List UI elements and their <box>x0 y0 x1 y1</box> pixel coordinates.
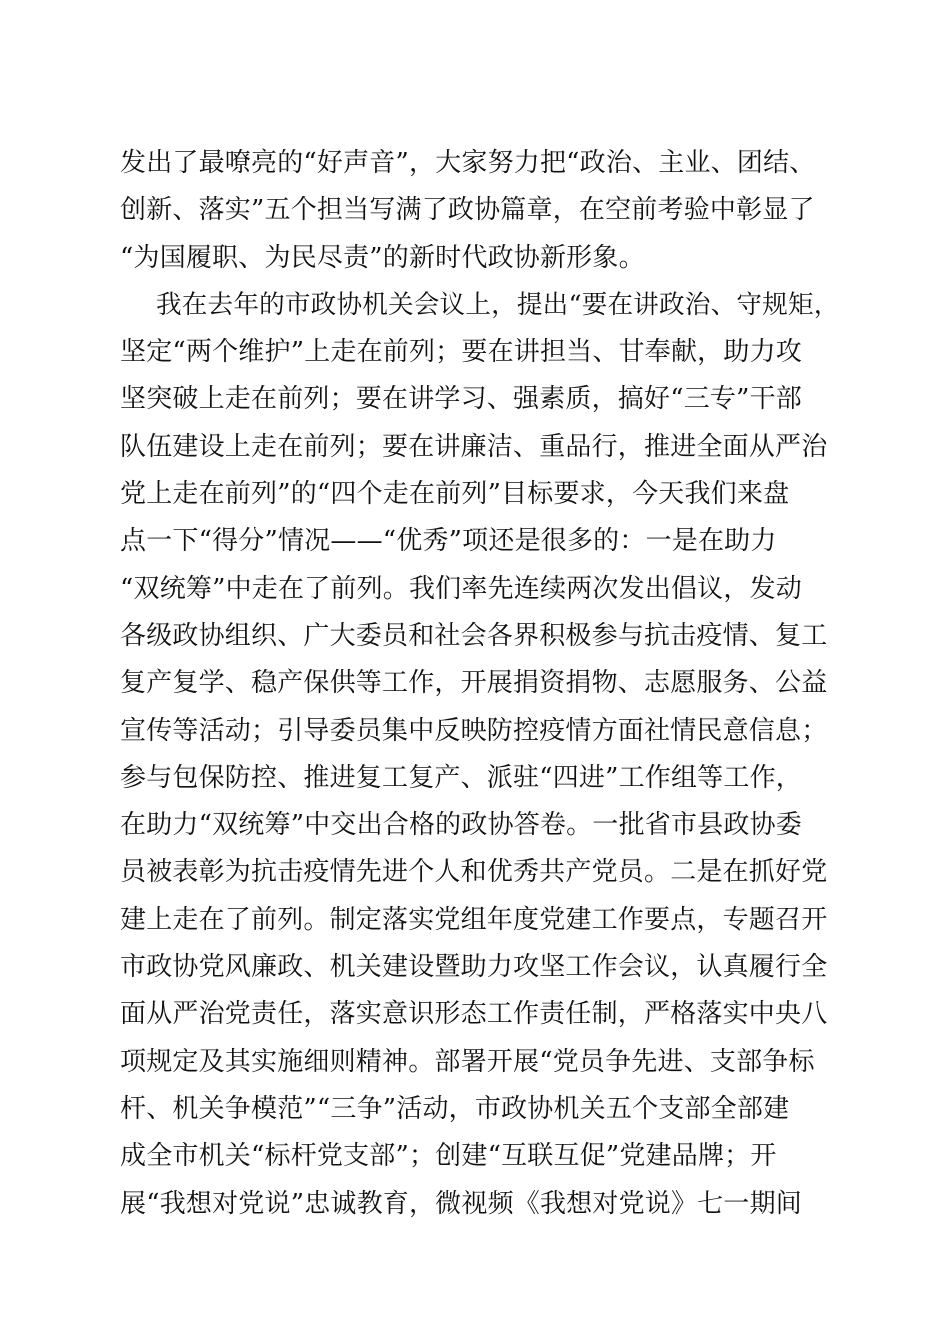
text-line: 各级政协组织、广大委员和社会各界积极参与抗击疫情、复工 <box>120 620 828 651</box>
text-line: 面从严治党责任，落实意识形态工作责任制，严格落实中央八 <box>120 999 828 1030</box>
text-line: 宣传等活动；引导委员集中反映防控疫情方面社情民意信息； <box>120 715 828 746</box>
text-line: 参与包保防控、推进复工复产、派驻“四进”工作组等工作， <box>120 762 802 793</box>
text-line: 展“我想对党说”忠诚教育，微视频《我想对党说》七一期间 <box>120 1188 802 1219</box>
text-line: 坚定“两个维护”上走在前列；要在讲担当、甘奉献，助力攻 <box>120 337 802 368</box>
paragraph-start-line: 我在去年的市政协机关会议上，提出“要在讲政治、守规矩， <box>156 289 840 320</box>
text-line: 项规定及其实施细则精神。部署开展“党员争先进、支部争标 <box>120 1046 815 1077</box>
text-line: “为国履职、为民尽责”的新时代政协新形象。 <box>120 242 645 273</box>
text-line: 复产复学、稳产保供等工作，开展捐资捐物、志愿服务、公益 <box>120 668 828 699</box>
text-line: “双统筹”中走在了前列。我们率先连续两次发出倡议，发动 <box>120 573 802 604</box>
text-line: 发出了最嘹亮的“好声音”，大家努力把“政治、主业、团结、 <box>120 148 816 178</box>
text-line: 点一下“得分”情况——“优秀”项还是很多的：一是在助力 <box>120 526 777 557</box>
text-line: 坚突破上走在前列；要在讲学习、强素质，搞好“三专”干部 <box>120 384 802 415</box>
text-line: 杆、机关争模范”“三争”活动，市政协机关五个支部全部建 <box>120 1093 790 1124</box>
text-line: 成全市机关“标杆党支部”；创建“互联互促”党建品牌；开 <box>120 1141 777 1172</box>
text-line: 建上走在了前列。制定落实党组年度党建工作要点，专题召开 <box>120 904 828 935</box>
body-text <box>120 140 840 1228</box>
text-line: 队伍建设上走在前列；要在讲廉洁、重品行，推进全面从严治 <box>120 431 828 462</box>
text-line: 员被表彰为抗击疫情先进个人和优秀共产党员。二是在抓好党 <box>120 857 828 888</box>
text-line: 党上走在前列”的“四个走在前列”目标要求，今天我们来盘 <box>120 479 790 510</box>
text-line: 创新、落实”五个担当写满了政协篇章，在空前考验中彰显了 <box>120 195 815 226</box>
text-line: 市政协党风廉政、机关建设暨助力攻坚工作会议，认真履行全 <box>120 952 828 983</box>
text-line: 在助力“双统筹”中交出合格的政协答卷。一批省市县政协委 <box>120 810 802 841</box>
